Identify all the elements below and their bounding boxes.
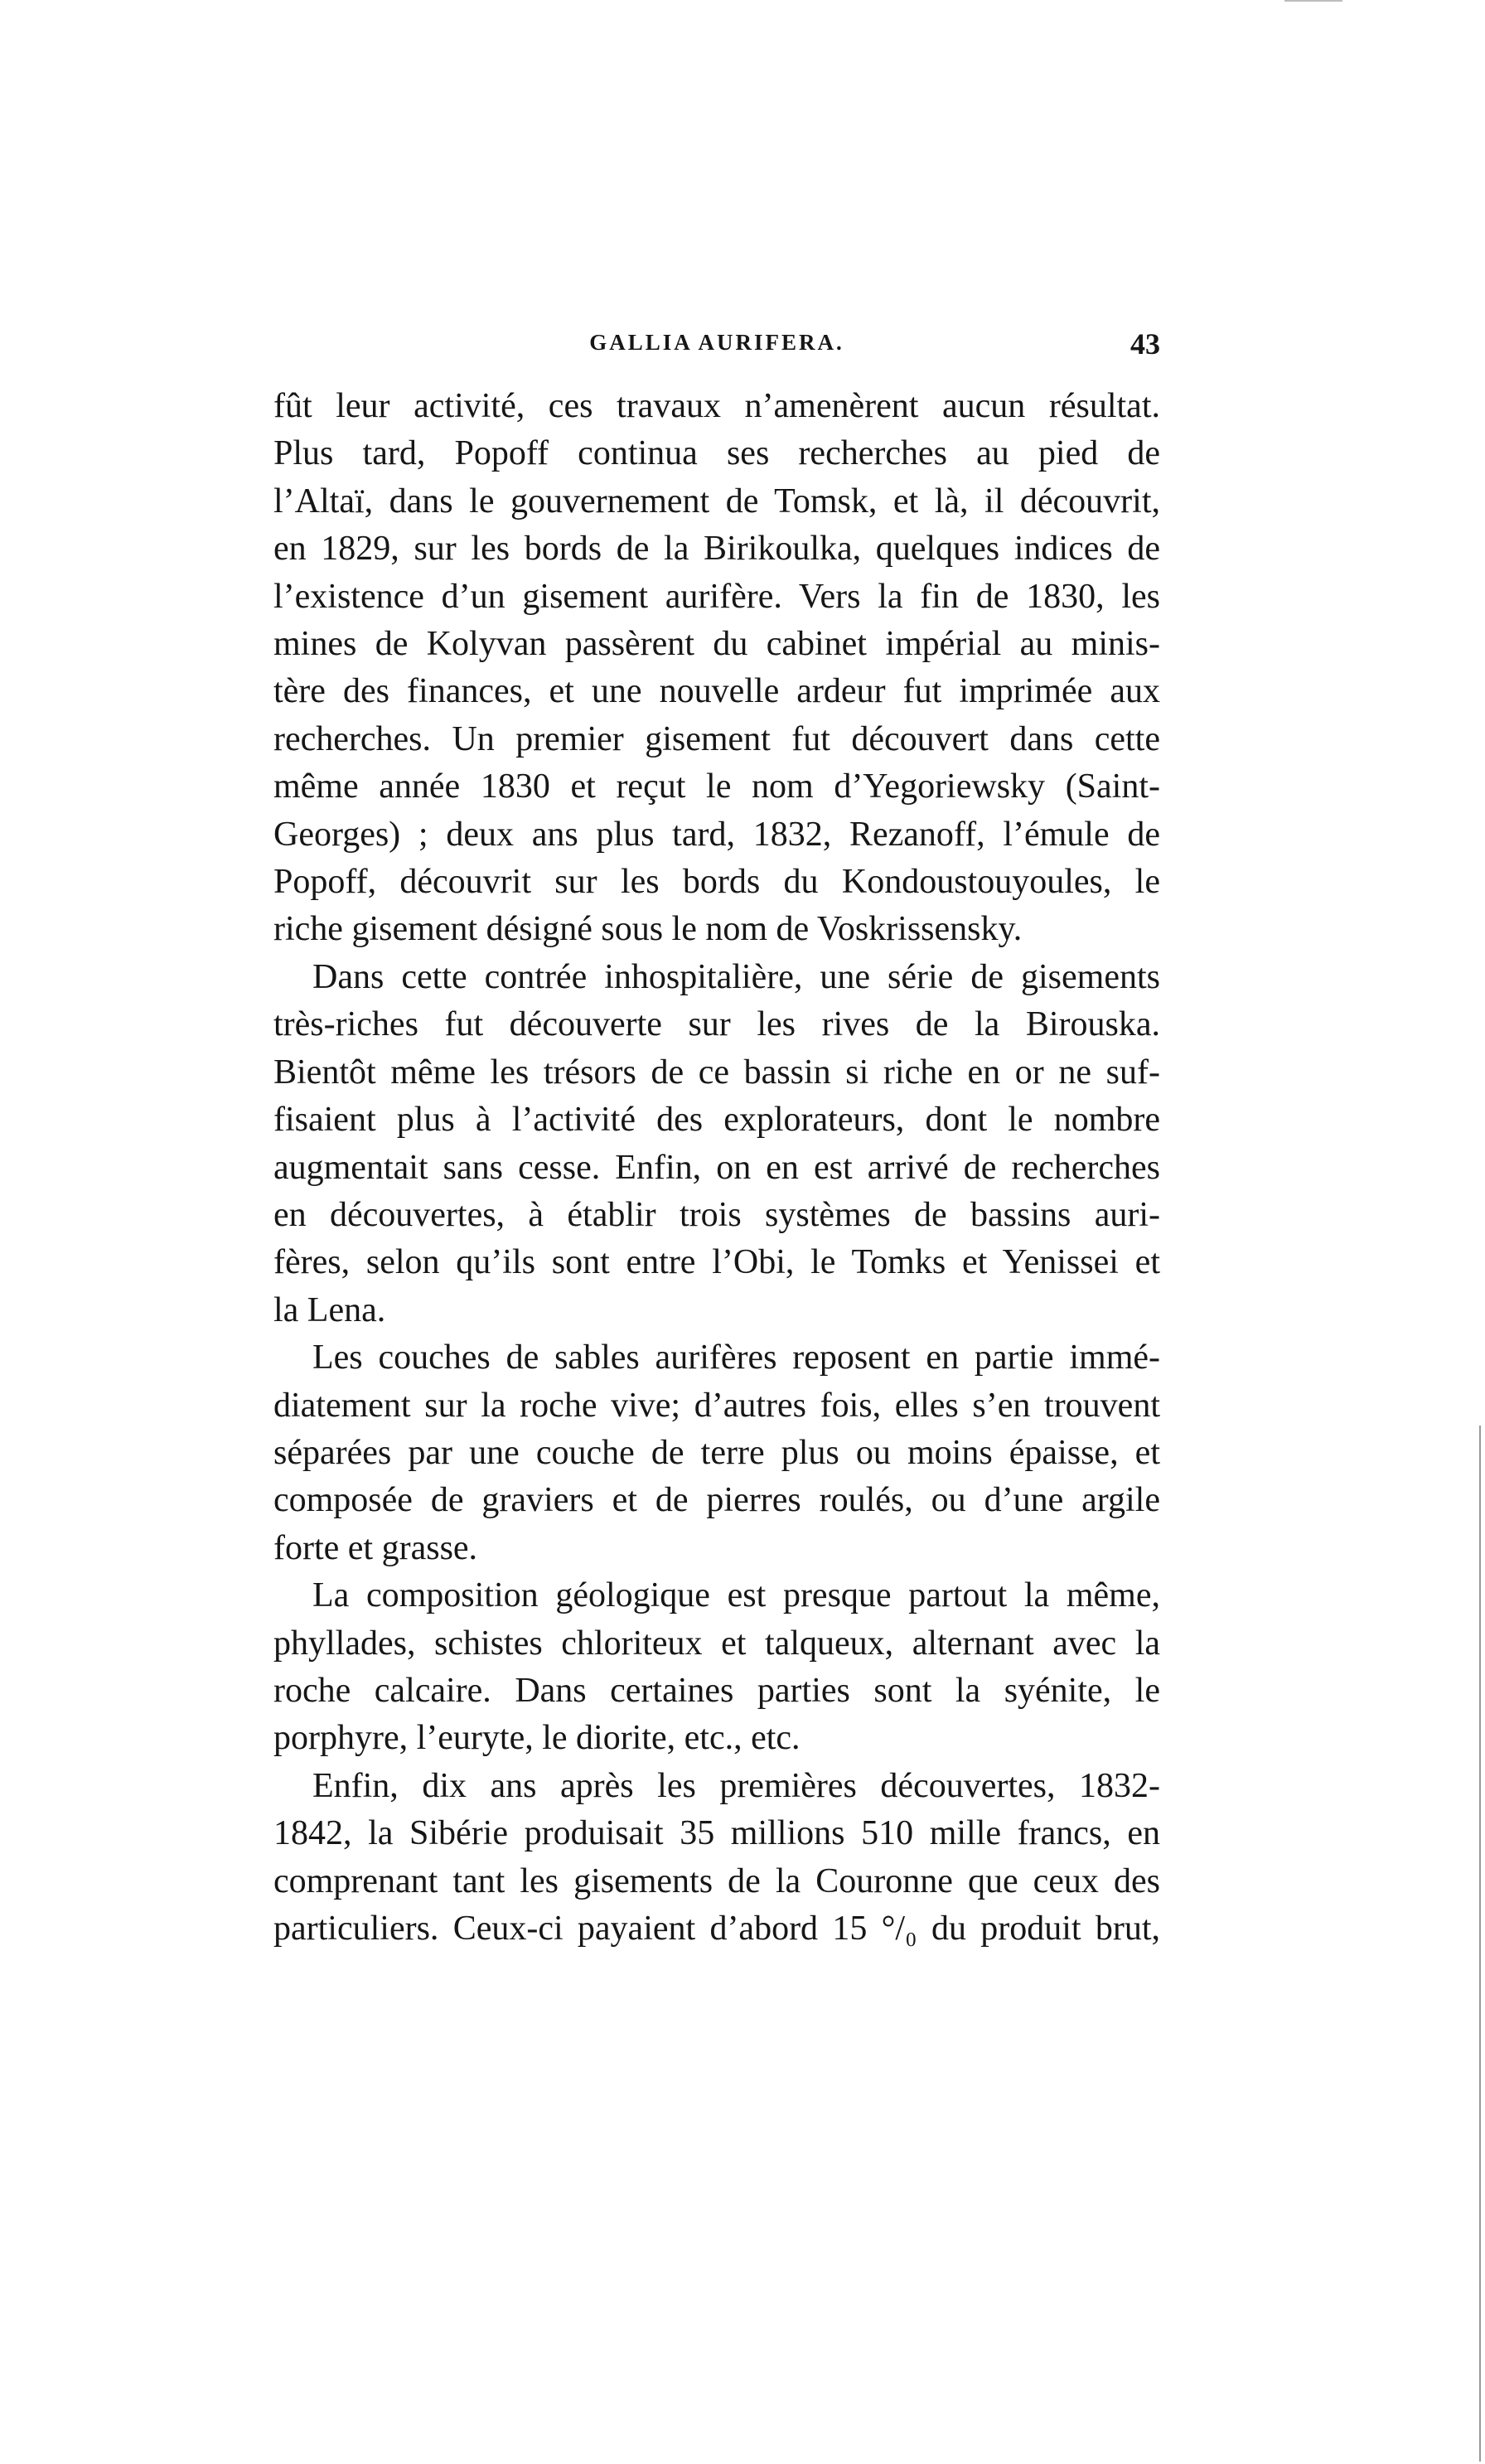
text-line: l’existence d’un gisement aurifère. Vers la fin de 1830, les [273, 577, 1160, 616]
text-line: mines de Kolyvan passèrent du cabinet impérial au minis- [273, 625, 1160, 664]
text-line: augmentait sans cesse. Enfin, on en est arrivé de recherches [273, 1148, 1160, 1187]
paragraph-5 [273, 1763, 1160, 1953]
text-line: la Lena. [273, 1290, 386, 1329]
running-title: GALLIA AURIFERA. [589, 330, 844, 355]
text-line: comprenant tant les gisements de la Couronne que ceux des [273, 1861, 1160, 1900]
text-line: en 1829, sur les bords de la Birikoulka, quelques indices de [273, 530, 1160, 569]
paragraph-2 [273, 954, 1160, 1334]
text-line: particuliers. Ceux-ci payaient d’abord 15 °/₀ du produit brut, [273, 1910, 1160, 1948]
text-line: diatement sur la roche vive; d’autres fois, elles s’en trouvent [273, 1386, 1160, 1425]
text-line: Dans cette contrée inhospitalière, une série de gisements [312, 957, 1160, 996]
body-text [273, 383, 1160, 1953]
text-line: Les couches de sables aurifères reposent en partie immé- [312, 1338, 1160, 1377]
text-line: fères, selon qu’ils sont entre l’Obi, le Tomks et Yenissei et [273, 1243, 1160, 1282]
page-number: 43 [1130, 327, 1160, 361]
text-line: l’Altaï, dans le gouvernement de Tomsk, et là, il découvrit, [273, 482, 1160, 520]
paragraph-3 [273, 1334, 1160, 1572]
text-line: tère des finances, et une nouvelle ardeur fut imprimée aux [273, 672, 1160, 711]
scan-edge-mark [1284, 0, 1342, 2]
text-line: Georges) ; deux ans plus tard, 1832, Rezanoff, l’émule de [273, 815, 1160, 854]
text-line: composée de graviers et de pierres roulés, ou d’une argile [273, 1481, 1160, 1520]
text-line: forte et grasse. [273, 1528, 478, 1567]
text-line: La composition géologique est presque partout la même, [312, 1576, 1160, 1615]
paragraph-1 [273, 383, 1160, 954]
page-edge-line [1479, 1426, 1481, 2462]
text-line: très-riches fut découverte sur les rives de la Birouska. [273, 1005, 1160, 1044]
running-head [273, 327, 1160, 371]
text-line: en découvertes, à établir trois systèmes de bassins auri- [273, 1195, 1160, 1234]
text-line: recherches. Un premier gisement fut découvert dans cette [273, 719, 1160, 758]
text-line: porphyre, l’euryte, le diorite, etc., etc. [273, 1719, 801, 1758]
text-line: roche calcaire. Dans certaines parties sont la syénite, le [273, 1671, 1160, 1710]
text-line: Popoff, découvrit sur les bords du Kondoustouyoules, le [273, 863, 1160, 902]
paragraph-4 [273, 1572, 1160, 1763]
text-line: même année 1830 et reçut le nom d’Yegoriewsky (Saint- [273, 767, 1160, 806]
text-line: Plus tard, Popoff continua ses recherches au pied de [273, 434, 1160, 473]
text-line: fût leur activité, ces travaux n’amenèrent aucun résultat. [273, 387, 1160, 425]
text-line: riche gisement désigné sous le nom de Voskrissensky. [273, 910, 1023, 949]
text-line: Enfin, dix ans après les premières découvertes, 1832- [312, 1766, 1160, 1805]
text-line: fisaient plus à l’activité des explorateurs, dont le nombre [273, 1101, 1160, 1140]
text-line: séparées par une couche de terre plus ou moins épaisse, et [273, 1433, 1160, 1472]
text-line: Bientôt même les trésors de ce bassin si riche en or ne suf- [273, 1053, 1160, 1092]
text-line: 1842, la Sibérie produisait 35 millions 510 mille francs, en [273, 1814, 1160, 1853]
text-line: phyllades, schistes chloriteux et talqueux, alternant avec la [273, 1624, 1160, 1663]
